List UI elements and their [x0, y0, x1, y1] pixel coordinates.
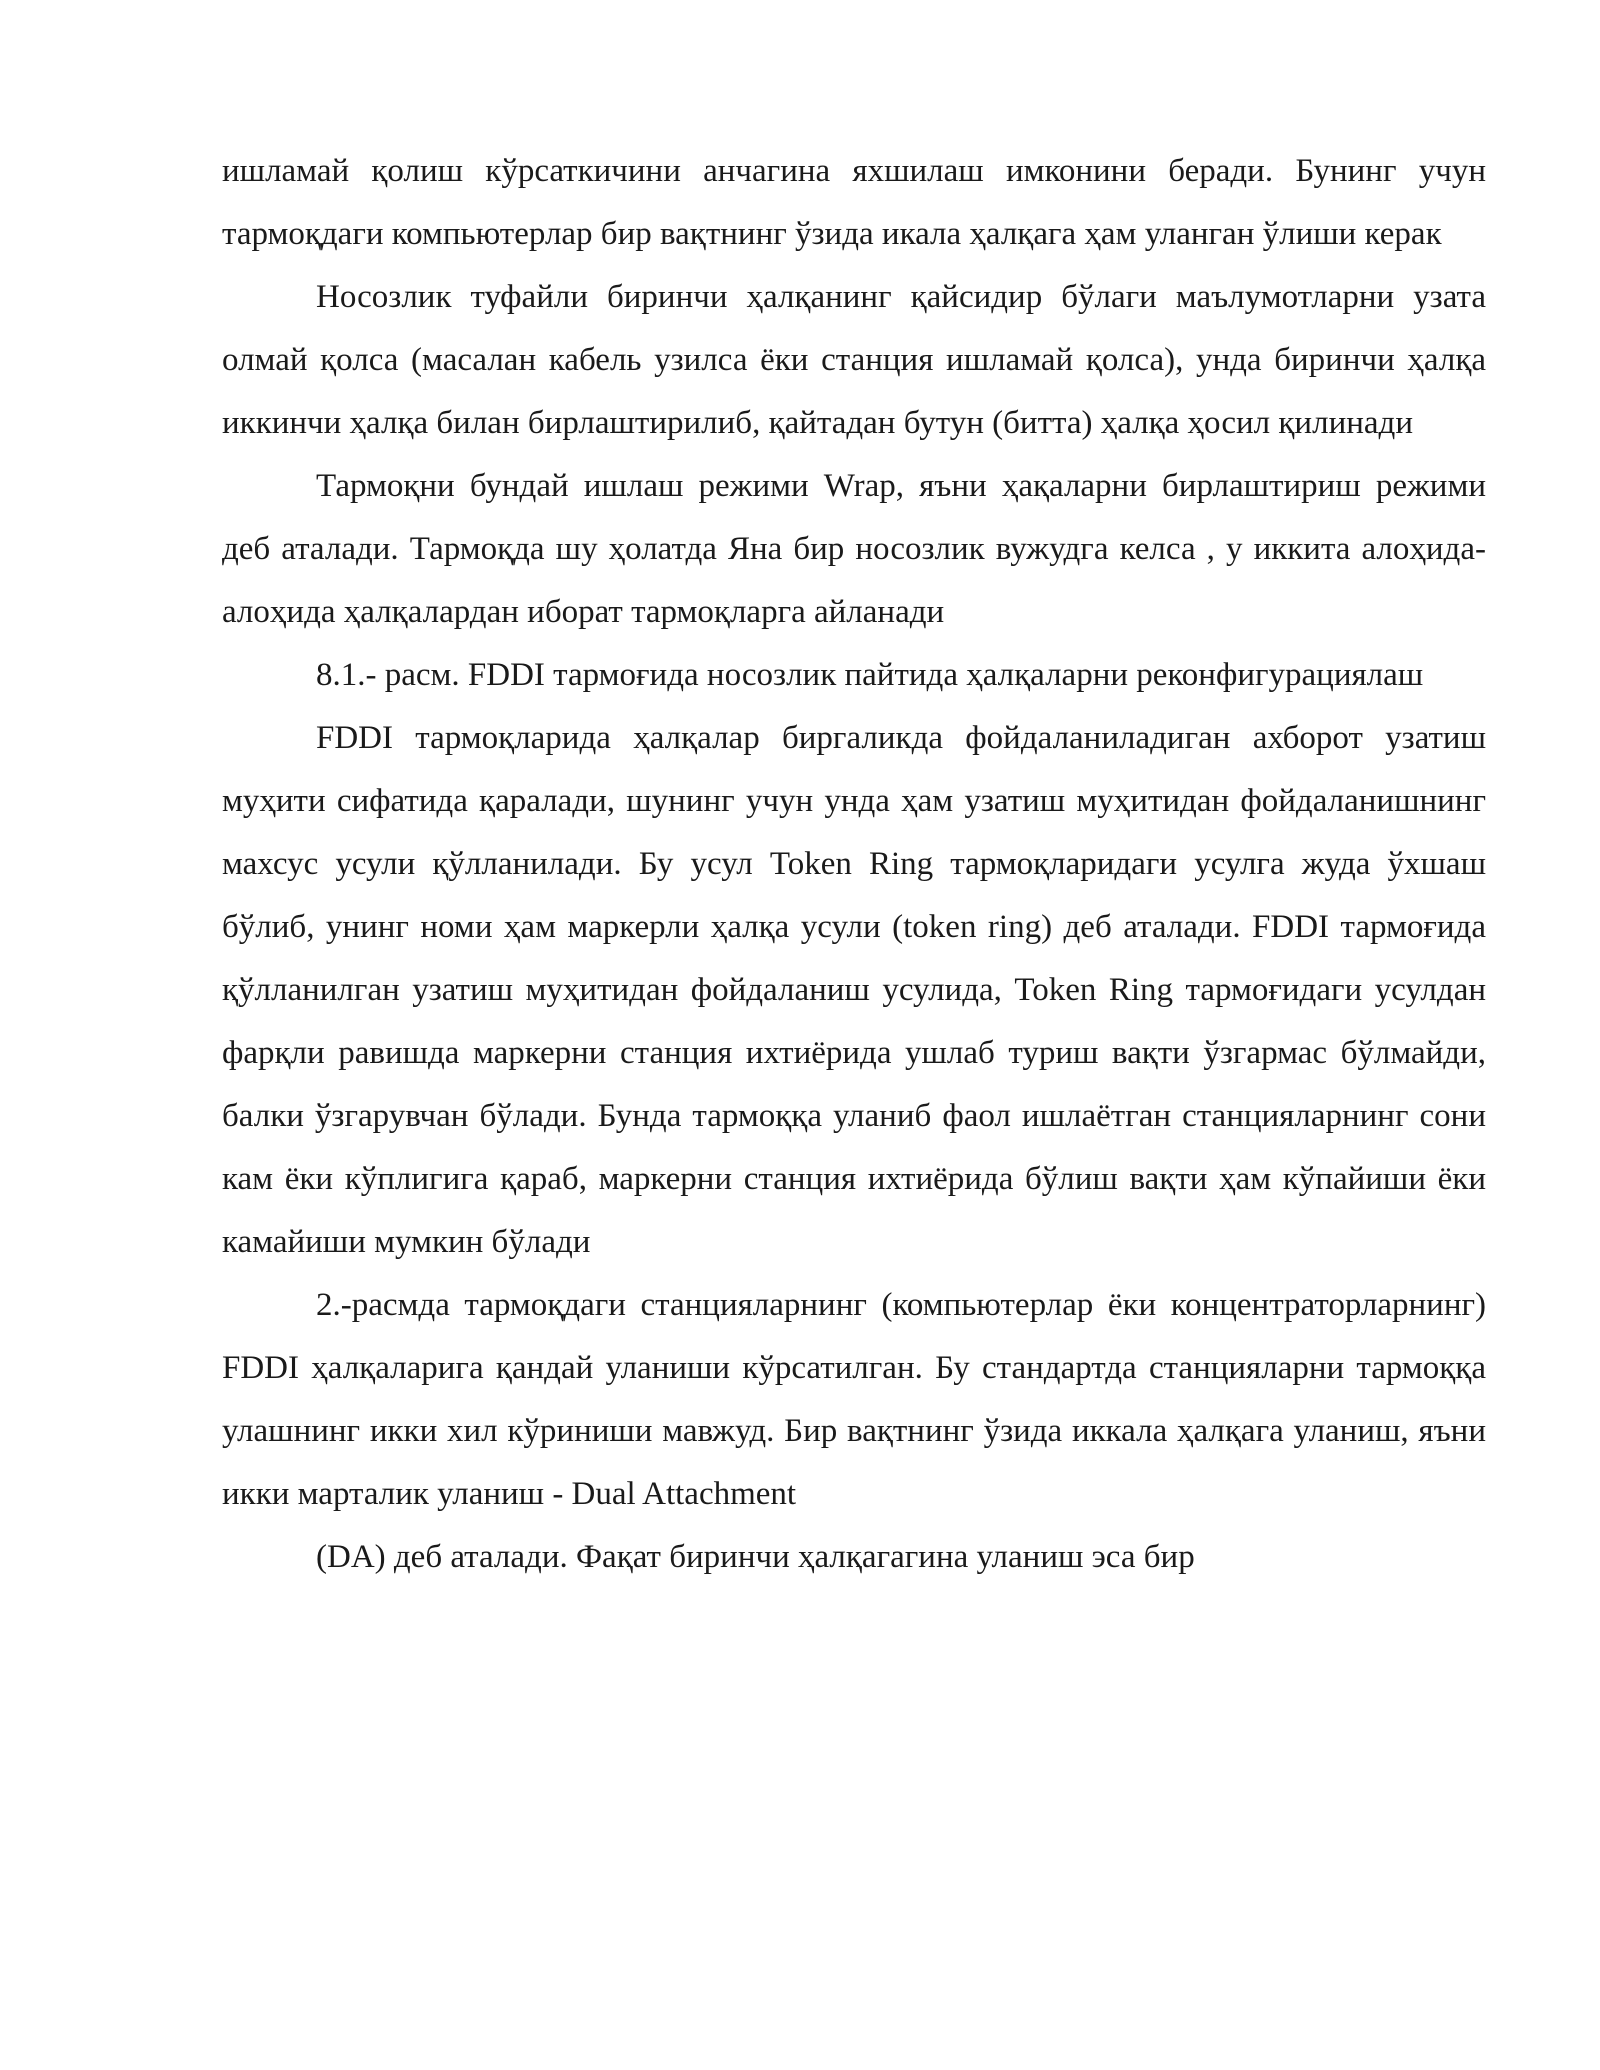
paragraph-3: Тармоқни бундай ишлаш режими Wrap, яъни ҳақаларни бирлаштириш режими деб аталади. Тармоқда шу ҳолатда Яна бир носозлик вужудга келса , у иккита алоҳида-алоҳида ҳалқалардан иборат тармоқларга айланади — [222, 468, 1486, 630]
figure-caption: 8.1.- расм. FDDI тармоғида носозлик пайтида ҳалқаларни реконфигурациялаш — [316, 657, 1424, 693]
paragraph-5: FDDI тармоқларида ҳалқалар биргаликда фойдаланиладиган ахборот узатиш муҳити сифатида қаралади, шунинг учун унда ҳам узатиш муҳитидан фойдаланишнинг махсус усули қўлланилади. Бу усул Token Ring тармоқларидаги усулга жуда ўхшаш бўлиб, унинг номи ҳам маркерли ҳалқа усули (token ring) деб аталади. FDDI тармоғида қўлланилган узатиш муҳитидан фойдаланиш усулида, Token Ring тармоғидаги усулдан фарқли равишда маркерни станция ихтиёрида ушлаб туриш вақти ўзгармас бўлмайди, балки ўзгарувчан бўлади. Бунда тармоққа уланиб фаол ишлаётган станцияларнинг сони кам ёки кўплигига қараб, маркерни станция ихтиёрида бўлиш вақти ҳам кўпайиши ёки камайиши мумкин бўлади — [222, 720, 1486, 1260]
paragraph-1: ишламай қолиш кўрсаткичини анчагина яхшилаш имконини беради. Бунинг учун тармоқдаги компьютерлар бир вақтнинг ўзида икала ҳалқага ҳам уланган ўлиши керак — [222, 153, 1486, 252]
paragraph-7: (DA) деб аталади. Фақат биринчи ҳалқагагина уланиш эса бир — [316, 1539, 1195, 1575]
paragraph-6: 2.-расмда тармоқдаги станцияларнинг (компьютерлар ёки концентраторларнинг) FDDI ҳалқаларига қандай уланиши кўрсатилган. Бу стандартда станцияларни тармоққа улашнинг икки хил кўриниши мавжуд. Бир вақтнинг ўзида иккала ҳалқага уланиш, яъни икки марталик уланиш - Dual Attachment — [222, 1287, 1486, 1512]
paragraph-2: Носозлик туфайли биринчи ҳалқанинг қайсидир бўлаги маълумотларни узата олмай қолса (масалан кабель узилса ёки станция ишламай қолса), унда биринчи ҳалқа иккинчи ҳалқа билан бирлаштирилиб, қайтадан бутун (битта) ҳалқа ҳосил қилинади — [222, 279, 1486, 441]
document-body — [222, 140, 1486, 1589]
